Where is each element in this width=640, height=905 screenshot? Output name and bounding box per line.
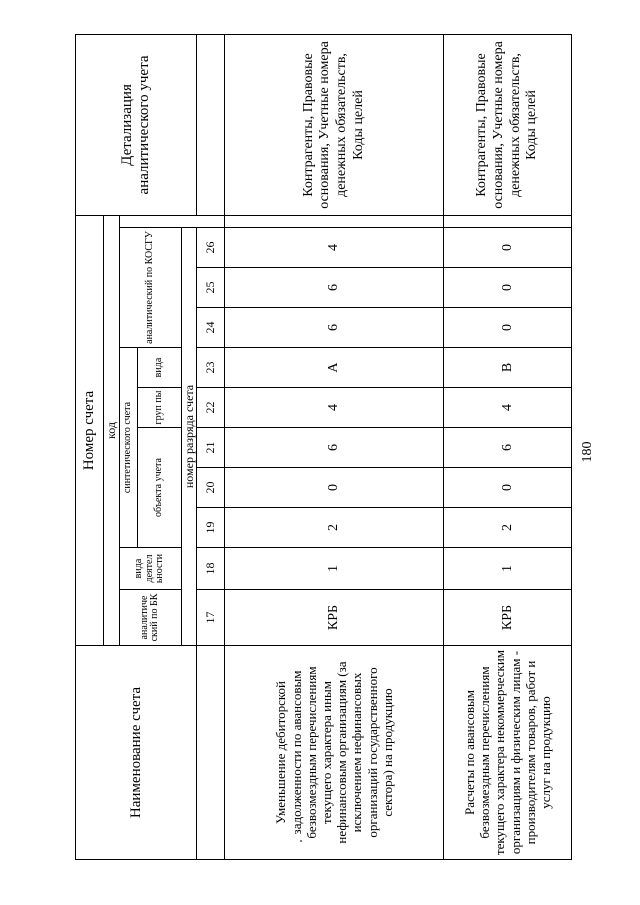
account-name: Уменьшение дебиторской задолженности по авансовым безвозмездным перечислениям текущего характера иным нефинансовым организациям (за исключением нефинансовых организаций государственного сектора) на продукцию [225,646,444,860]
cell-kosgu: 0 [444,228,572,268]
rotated-table-wrapper [75,35,570,860]
digit-number: 25 [197,268,225,308]
digit-number: 26 [197,228,225,268]
cell-object: 2 [444,508,572,548]
header-activity-type: вида деятел ьности [119,548,181,590]
header-accounting-object: объекта учета [137,428,181,548]
digit-number: 19 [197,508,225,548]
cell-activity-type: 1 [444,548,572,590]
cell-object: 6 [225,428,444,468]
header-detail: Детализация аналитического учета [76,34,197,215]
digit-number: 18 [197,548,225,590]
cell-kosgu: 6 [225,308,444,348]
cell-kind: В [444,348,572,388]
number-row-blank [197,34,225,215]
header-blank [119,215,225,227]
accounts-table [75,34,572,860]
cell-object: 0 [444,468,572,508]
header-account-number: Номер счета [76,215,104,645]
account-name: Расчеты по авансовым безвозмездным перечислениям текущего характера некоммерческим организациям и физическим лицам - производителям товаров, работ и услуг на продукцию [444,646,572,860]
page-number: 180 [580,441,595,463]
header-group: груп пы [137,388,181,428]
header-code: код [104,215,120,645]
cell-detail: Контрагенты, Правовые основания, Учетные номера денежных обязательств, Коды целей [444,34,572,215]
header-kind: вида [137,348,181,388]
cell-blank [225,215,444,227]
header-digit-number: номер разряда счета [181,228,197,646]
cell-kosgu: 0 [444,308,572,348]
cell-group: 4 [444,388,572,428]
cell-analytic-bk: КРБ [225,590,444,646]
cell-blank [444,215,572,227]
digit-number: 24 [197,308,225,348]
digit-number: 22 [197,388,225,428]
digit-number: 23 [197,348,225,388]
number-row-name-spacer [197,646,225,860]
header-synthetic: синтетического счета [119,348,137,548]
cell-object: 0 [225,468,444,508]
cell-analytic-bk: КРБ [444,590,572,646]
cell-kosgu: 4 [225,228,444,268]
cell-kosgu: 6 [225,268,444,308]
cell-object: 6 [444,428,572,468]
digit-number: 17 [197,590,225,646]
cell-group: 4 [225,388,444,428]
cell-kind: А [225,348,444,388]
cell-detail: Контрагенты, Правовые основания, Учетные номера денежных обязательств, Коды целей [225,34,444,215]
cell-activity-type: 1 [225,548,444,590]
header-name: Наименование счета [76,646,197,860]
cell-object: 2 [225,508,444,548]
digit-number: 21 [197,428,225,468]
digit-number: 20 [197,468,225,508]
header-analytic-kosgu: аналитический по КОСГУ [119,228,181,348]
cell-kosgu: 0 [444,268,572,308]
header-analytic-bk: аналитиче ский по БК [119,590,181,646]
